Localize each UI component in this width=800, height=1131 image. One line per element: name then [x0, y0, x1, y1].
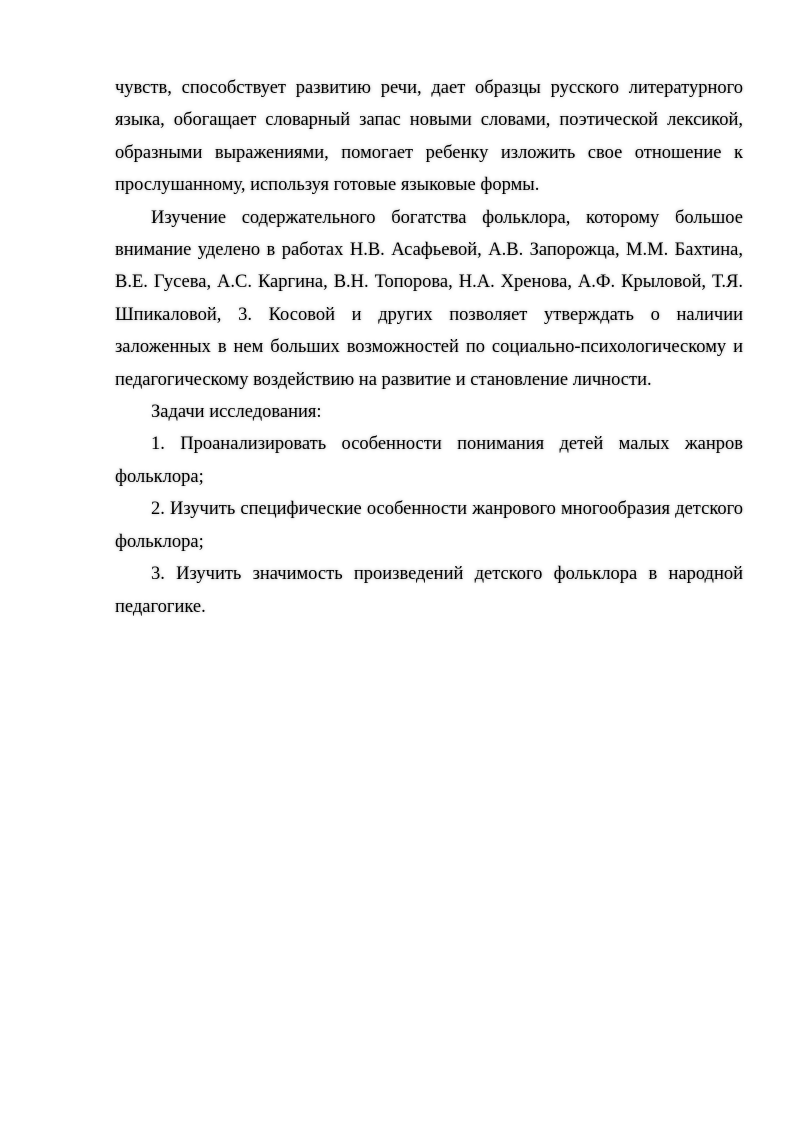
task-item-2: 2. Изучить специфические особенности жанрового многообразия детского фольклора; [115, 499, 743, 552]
task-item-1: 1. Проанализировать особенности понимания детей малых жанров фольклора; [115, 434, 743, 487]
paragraph-folklore-research: Изучение содержательного богатства фольклора, которому большое внимание уделено в работах Н.В. Асафьевой, А.В. Запорожца, М.М. Бахтина, В.Е. Гусева, А.С. Каргина, В.Н. Топорова, Н.А. Хренова, А.Ф. Крыловой, Т.Я. Шпикаловой, 3. Косовой и других позволяет утверждать о наличии заложенных в нем больших возможностей по социально-психологическому и педагогическому воздействию на развитие и становление личности. [115, 207, 743, 390]
paragraph-continuation: чувств, способствует развитию речи, дает образцы русского литературного языка, обогащает словарный запас новыми словами, поэтической лексикой, образными выражениями, помогает ребенку изложить свое отношение к прослушанному, используя готовые языковые формы. [115, 78, 743, 196]
body-text [115, 72, 743, 623]
task-item-3: 3. Изучить значимость произведений детского фольклора в народной педагогике. [115, 564, 743, 617]
research-tasks-heading: Задачи исследования: [151, 402, 322, 423]
